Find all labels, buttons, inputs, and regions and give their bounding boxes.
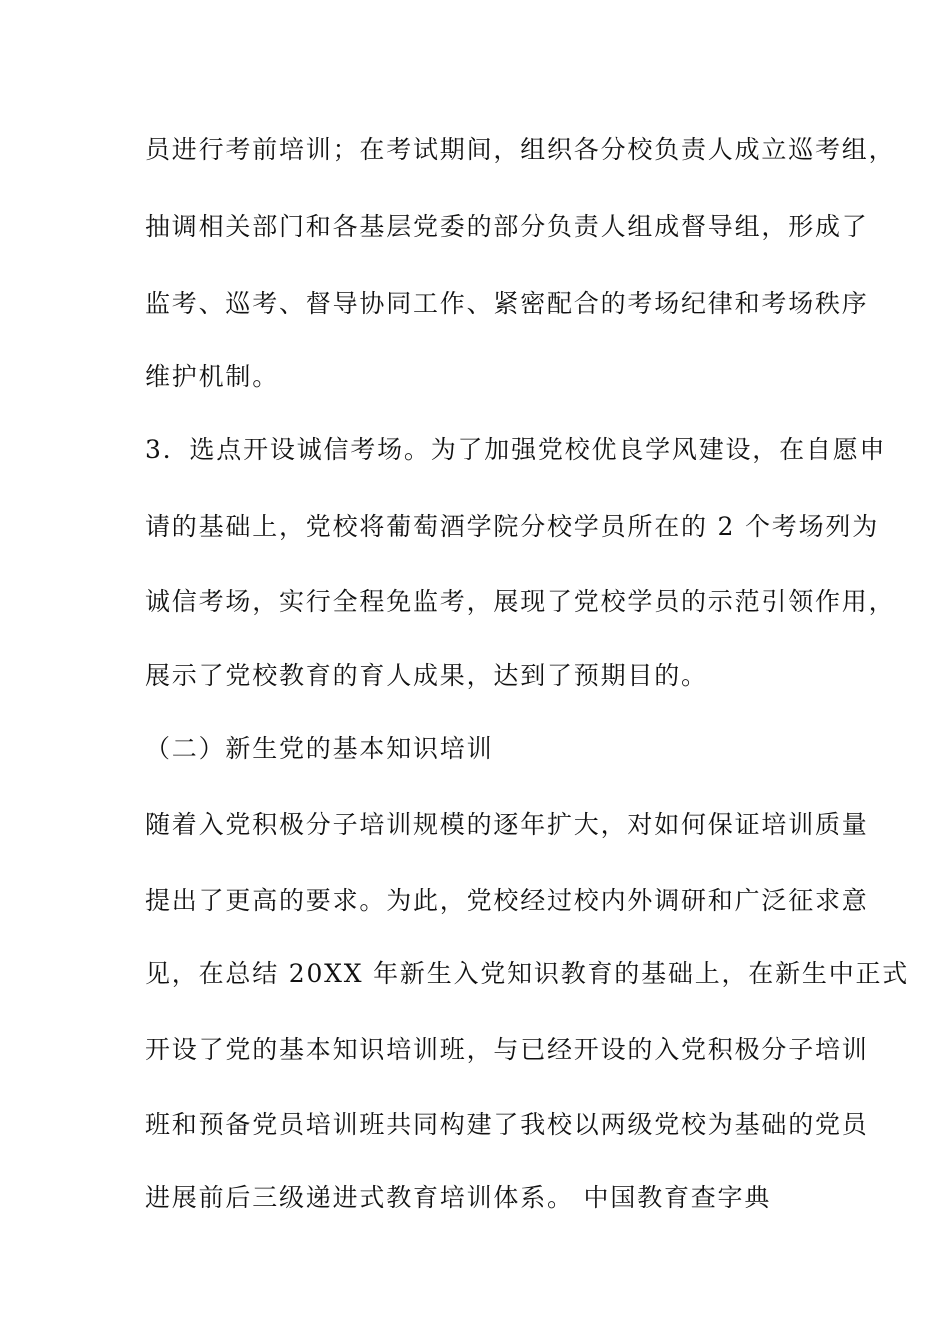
- text-line-14: 班和预备党员培训班共同构建了我校以两级党校为基础的党员: [145, 1110, 869, 1139]
- text-line-7: 诚信考场，实行全程免监考，展现了党校学员的示范引领作用，: [145, 587, 896, 616]
- text-line-3: 监考、巡考、督导协同工作、紧密配合的考场纪律和考场秩序: [145, 289, 869, 318]
- section-heading: （二）新生党的基本知识培训: [145, 734, 494, 763]
- text-line-1: 员进行考前培训；在考试期间，组织各分校负责人成立巡考组，: [145, 135, 896, 164]
- text-line-12: 见，在总结 20XX 年新生入党知识教育的基础上，在新生中正式: [145, 959, 910, 988]
- text-line-15: 进展前后三级递进式教育培训体系。 中国教育查字典: [145, 1183, 772, 1212]
- text-line-10: 随着入党积极分子培训规模的逐年扩大，对如何保证培训质量: [145, 810, 869, 839]
- text-line-2: 抽调相关部门和各基层党委的部分负责人组成督导组，形成了: [145, 212, 869, 241]
- text-line-4: 维护机制。: [145, 362, 280, 391]
- text-line-5: 3．选点开设诚信考场。为了加强党校优良学风建设，在自愿申: [145, 435, 887, 464]
- text-line-11: 提出了更高的要求。为此，党校经过校内外调研和广泛征求意: [145, 886, 869, 915]
- text-line-6: 请的基础上，党校将葡萄酒学院分校学员所在的 2 个考场列为: [145, 512, 880, 541]
- text-line-13: 开设了党的基本知识培训班，与已经开设的入党积极分子培训: [145, 1035, 869, 1064]
- text-line-8: 展示了党校教育的育人成果，达到了预期目的。: [145, 661, 708, 690]
